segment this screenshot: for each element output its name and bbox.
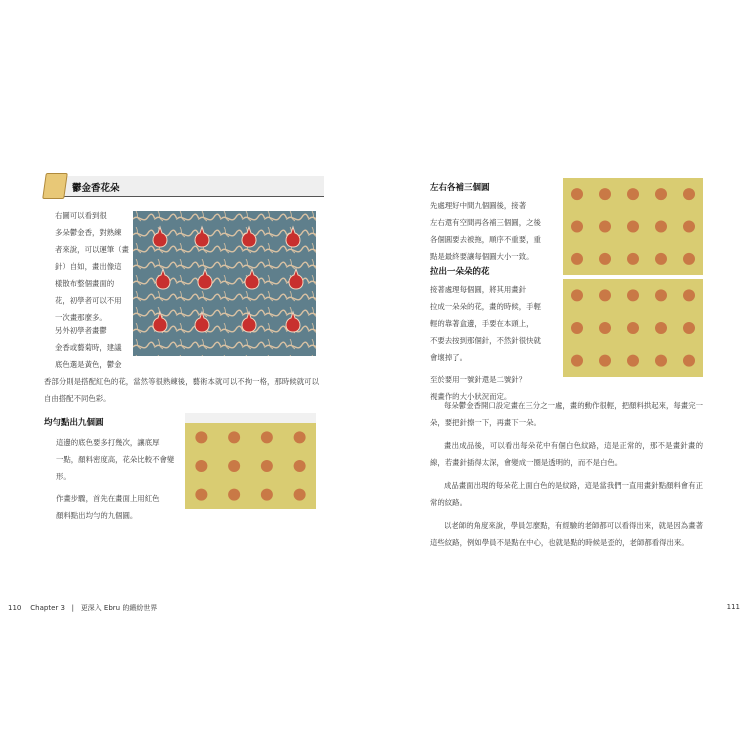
paint-dot: [294, 460, 306, 472]
paint-dot: [627, 253, 639, 265]
paint-dot: [655, 221, 667, 233]
text-line: 這邊的底色要多打幾次，讓底厚: [56, 438, 160, 447]
paint-dot: [195, 460, 207, 472]
add-circles-svg: [563, 178, 703, 275]
para2: [55, 322, 131, 373]
text-line: 形。: [56, 472, 71, 481]
text-line: 作畫步驟，首先在畫面上用紅色: [56, 494, 160, 503]
text-line: 會壞掉了。: [430, 353, 467, 362]
paint-dot: [261, 460, 273, 472]
body-paragraph: 每朵鬱金香開口設定畫在三分之一處，畫的動作很輕，把顏料拱起來，每畫完一朵，要把針擦一下，再畫下一朵。: [430, 401, 703, 427]
paint-dot: [571, 221, 583, 233]
text-line: 視畫作的大小狀況而定。: [430, 392, 512, 401]
body-paragraph: 成品畫面出現的每朵花上面白色的是紋路，這是當我們一直用畫針點顏料會有正常的紋路。: [430, 481, 703, 507]
paint-dot: [571, 355, 583, 367]
paint-dot: [683, 253, 695, 265]
section-header: [44, 173, 324, 201]
text-line: 不要去按到那個針，不然針很快就: [430, 336, 541, 345]
paint-dot: [571, 253, 583, 265]
tulip-marbling-photo: [133, 211, 316, 356]
paint-dot: [683, 289, 695, 301]
body-paragraph: 以老師的角度來說，學員怎麼點，有經驗的老師都可以看得出來，就是因為畫著這些紋路，例如學員不是點在中心，也就是點的時候是歪的，老師都看得出來。: [430, 521, 703, 547]
text-line: 各個圓要去被拖，順序不重要，重: [430, 235, 541, 244]
paint-dot: [627, 355, 639, 367]
pull-flowers-photo: [563, 279, 703, 377]
paint-dot: [571, 188, 583, 200]
subheading-pull-flowers: 拉出一朵朵的花: [430, 267, 490, 277]
paint-dot: [228, 489, 240, 501]
paint-dot: [571, 322, 583, 334]
para2-continuation: 香部分則是搭配紅色的花，當然等很熟練後，藝術本就可以不拘一格，那時候就可以自由搭配不同色彩。: [44, 377, 319, 403]
footer-left: [8, 603, 157, 613]
pull-flowers-paragraph: [430, 281, 560, 405]
para2-line: 底色選是黃色，鬱金: [55, 360, 122, 369]
paint-dot: [261, 431, 273, 443]
paint-dot: [261, 489, 273, 501]
paint-dot: [228, 460, 240, 472]
text-line: 顏料點出均勻的九個圓。: [56, 511, 138, 520]
text-line: 左右還有空間再各補三個圓，之後: [430, 218, 541, 227]
subheading-nine-circles: 均勻點出九個圓: [44, 418, 104, 428]
paint-dot: [627, 221, 639, 233]
footer-separator: |: [71, 604, 74, 612]
intro-paragraph: [55, 207, 131, 326]
add-circles-photo: [563, 178, 703, 275]
paint-dot: [599, 322, 611, 334]
chapter-title: 更深入 Ebru 的繽紛世界: [80, 604, 158, 612]
paint-dot: [683, 221, 695, 233]
paint-dot: [294, 489, 306, 501]
text-line: 至於要用一號針還是二號針？: [430, 375, 527, 384]
paint-dot: [571, 289, 583, 301]
paint-dot: [599, 355, 611, 367]
add-circles-paragraph: [430, 197, 560, 265]
paint-dot: [228, 431, 240, 443]
paint-dot: [599, 253, 611, 265]
paint-dot: [599, 289, 611, 301]
nine-circles-svg: [185, 413, 316, 509]
paint-dot: [195, 489, 207, 501]
text-line: 輕的靠著盒邊，手要在本頭上，: [430, 319, 534, 328]
paint-dot: [655, 253, 667, 265]
intro-line: 花，初學者可以不用: [55, 296, 122, 305]
page-number-left: 110: [8, 604, 22, 612]
para2-line: 金香或藝菊時，建議: [55, 343, 122, 352]
paint-dot: [627, 188, 639, 200]
intro-line: 針）自如，畫出像這: [55, 262, 122, 271]
paint-dot: [655, 289, 667, 301]
paint-dot: [655, 322, 667, 334]
subheading-add-circles: 左右各補三個圓: [430, 183, 490, 193]
paint-dot: [195, 431, 207, 443]
paint-dot: [627, 289, 639, 301]
paint-dot: [683, 322, 695, 334]
chapter-label: Chapter 3: [30, 604, 65, 612]
intro-line: 一次畫那麼多。: [55, 313, 107, 322]
paint-dot: [627, 322, 639, 334]
section-title: 鬱金香花朵: [72, 183, 120, 194]
nine-circles-photo: [185, 413, 316, 509]
paint-dot: [683, 355, 695, 367]
body-paragraphs: [430, 397, 703, 551]
paint-dot: [655, 188, 667, 200]
body-paragraph: 畫出成品後，可以看出每朵花中有個白色紋路，這是正常的，那不是畫針畫的線，若畫針插得太深，會變成一圈是透明的，而不是白色。: [430, 441, 703, 467]
text-line: 拉成一朵朵的花，畫的時候，手輕: [430, 302, 541, 311]
paint-dot: [655, 355, 667, 367]
tulip-marbling-svg: [133, 211, 316, 356]
page-number-right: 111: [726, 603, 740, 611]
bookmark-tag-icon: [42, 173, 68, 199]
paint-dot: [294, 431, 306, 443]
pull-flowers-svg: [563, 279, 703, 377]
photo-top-edge: [185, 413, 316, 423]
text-line: 先處理好中間九個圓後，接著: [430, 201, 527, 210]
paint-dot: [599, 188, 611, 200]
nine-circles-paragraph: [56, 434, 184, 524]
paint-dot: [599, 221, 611, 233]
intro-line: 多朵鬱金香，對熟練: [55, 228, 122, 237]
para2-line: 另外初學者畫鬱: [55, 326, 107, 335]
text-line: 接著處理每個圓，將其用畫針: [430, 285, 527, 294]
text-line: 點是最終要讓每個圓大小一致。: [430, 252, 534, 261]
intro-line: 樣散布整個畫面的: [55, 279, 115, 288]
text-line: 一點，顏料密度高，花朵比較不會變: [56, 455, 175, 464]
intro-line: 右圖可以看到很: [55, 211, 107, 220]
paint-dot: [683, 188, 695, 200]
intro-line: 者來說，可以運筆（畫: [55, 245, 129, 254]
